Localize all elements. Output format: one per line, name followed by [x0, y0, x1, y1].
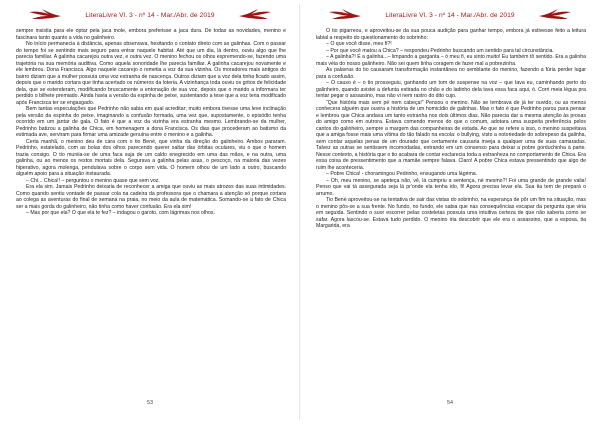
paragraph: Bem tantas especulações que Pedrinho não sabia em qual acreditar; muito embora tivesse uma leve inclinação pela versão da espinha do peixe, imaginando a confusão formada, uma vez que, supostamente, o episódio tenha ocorrido em um jantar de gala. O fato é que a voz da vizinha era estranha mesmo. Lembrando-se da mulher, Pedrinho batizou a galinha de Chica, em homenagem a dona Francisca. Os dias que procederam ao batismo da estimada ave, serviram para firmar uma amizade genuína entre o menino e a galinha. — [16, 106, 286, 138]
paragraph: Certa manhã, o menino deu de cara com o tio Bené, que vinha da direção do galinheiro. Ambos pararam. Pedrinho, estatelado, com as bolas dos olhos parecendo querer saltar das órbitas oculares, viu o que o homem trazia consigo. O tio muniia-se de uma faca suja de um caldo enegrecido em uma das mãos, e na outra, uma galinha, ou ao menos os restos mortais dela. Segurava a galinha pelas asas, o pescoço, na maioria das vezes hiperativo, agora molenga, pendulava sobre o corpo sem vida. O homem olhou de um lado a outro, buscando alguém apoio para a situação instaurada. — [16, 138, 286, 177]
paragraph: “Que história mais sem pé nem cabeça!” Pensou o menino. Não se lembrava de já ter ouvido, ou as menos conhecera alguém que ouvira a história de um homicídio de galinhas. Mas o fato é que Pedrinho parou para pensar e lembrou que Chica andava um tanto estranha nos dois últimos dias. Não parecia dar a mesma atenção às prosas do amigo como em outrora. Estava comendo menos do que o comum, adotara uma suspeita preferência pelos cantos do galinheiro, sempre a margem das companheiras de estada. Ao que se refere a isso, o menino suspeitava que a amiga fosse mais uma vítima do tão falado na escola: o bullying, visto a notoriedade do sobrepeso da galinha, sem contar aquelas penas de um dourado que certamente causaria inveja a qualquer uma de suas camaradas. Talvez as outras se sentissem incomodadas, entrando em um consenso para deixar a pobre gorduchinha à parte. Nesse contexto, a história que o tio acabara de contar esclarecia toda a estranheza no comportamento de Chica. Era essa coisa de pressentimento que a mamãe sempre falava. Claro! A pobre Chica estava pressentindo que algo de ruim lhe aconteceria. — [316, 99, 586, 171]
journal-header-title: LiteraLivre Vl. 3 - nº 14 - Mar./Abr. de 2019 — [385, 12, 515, 19]
left-page-header — [10, 6, 290, 22]
paragraph: – Pobre Chica! - choramingou Pedrinho, enxugando uma lágrima. — [326, 171, 478, 177]
right-page-body — [316, 28, 586, 390]
right-page — [300, 0, 600, 424]
wing-ornament-icon — [538, 7, 572, 21]
right-page-header — [310, 6, 590, 22]
left-page-body — [16, 28, 286, 390]
paragraph: Era ela sim. Jamais Pedrinho deixaria de reconhecer a amiga que ouviu as mais atrozes das suas intimidades. Como quando sentiu vontade de passar cola na cadeira da professora que o chamara a atenção só porque cortara ao colega as aventuras do final de semana na praia, no meio da aula de matemática. Somando-se a fato de Chica ser a mais gorda do galinheiro, não tinha como haver confusão. Era ela sim! — [16, 184, 286, 210]
journal-header-title: LiteraLivre Vl. 3 - nº 14 - Mar./Abr. de 2019 — [85, 12, 215, 19]
paragraph: sempre insistia para ele optar pela jaca mole, embora preferisse a jaca dura. De todas as novidades, menino e fascinara tanto quanto a vida no galinheiro. — [16, 28, 286, 41]
paragraph: – Mas por que ela? O que ela te fez? – indagou o garoto, com lágrimas nos olhos. — [26, 210, 215, 216]
page-number: 53 — [147, 400, 153, 406]
paragraph: – Por que você matou a Chica? – respondeu Pedrinho buscando um sentido para tal circunstância. — [326, 47, 554, 54]
paragraph: – O que você disse, meu fi?! — [326, 41, 392, 47]
wing-ornament-icon — [238, 7, 272, 21]
paragraph: – A galinha?! É a galinha...– limpando a garganta – ó meu fi, eu sinto muito! Eu também tô sentido. Era a galinha mais véia do nosso galinheiro. Não sei quem tinha coragem de fazer mal a pobrezinha. — [316, 54, 586, 67]
paragraph: – Chi... Chica!! – perguntou o menino quase que sem voz. — [26, 177, 160, 184]
paragraph: Tio Bené aproveitou-se na tentativa de sair das vistas do sobrinho, na esperança de pôr um fim na situação, mas o menino pôs-se a sua frente. No fundo, no fundo, ele sabia que nas consequências escapar da pergunta que viria em seguida. Sentindo o suor escorrer pelas costeletas possuía uma intuitiva certeza de que não saberia como se safar. Agora lascou-se. Estava tudo perdido. O menino iria descobrir que ele era o assassino, que a esposa, tia Margarida, era — [316, 197, 586, 229]
paragraph: As palavras do tio causaram transformação instantânea no semblante do menino, fazendo a fúria perder lugar para a confusão. — [316, 67, 586, 80]
paragraph: O tio pigarreou, e aproveitou-se da sua pouca audição para ganhar tempo, embora já estivesse feito a leitura labial a respeito do questionamento do sobrinho: — [316, 28, 586, 41]
paragraph: – Oh, meu menino, se apeteça não, vê, lá cumpriu a sentença, né mesmo?! Foi uma grande de grande valia! Penso que vai tá assegurada seja lá pr'onde ela tenha ido, fi! Agora precisa levar ela. Sua tia tem de prepará o arrumo. — [316, 177, 586, 197]
paragraph: – O causo é – o tio prosseguiu, ganhando um tom de suspense na voz – que tava eu, caminhando perto do galinheiro, quando avistei a defunta estirada no chão e do ladinho dela tava essa faca aqui, ó. Corri meia légua pra tentar pegar o assassino, mas não vi nem rastro do dito cujo. — [316, 80, 586, 99]
paragraph: No início permanecia à distância, apenas observava, hesitando o contato direto com as galinhas. Com o passar do tempo foi se sentindo mais seguro para entrar naquele habitat. Até que um dia, lá dentro, ouviu algo que lhe parecia familiar. A galinha cacarejou outra vez, e outra vez. O menino fechou os olhos espremendo-se, fazendo uma trajetória na sua memória auditiva. Como aquela sonoridade lhe parecia familiar. A galinha cacarejou novamente e ele lembrou. Dona Francisca. Algo naquele cacarejo o remetia a voz da sua vizinha. Os moradores mais antigos do bairro diziam que a mulher possuía uma voz estranha de nascença. Outros diziam que a voz dela tinha ficado assim, depois que o marido cortara que tinha acertado os números da loteria. A vizinhança toda ouviu os gritos de felicidade dela, que se estenderam, modificando bruscamente a entonação de sua voz, depois que o marido a informara ter perdido o bilhete premiado. Ainda havia a versão da espinha de peixe, sustentando a tese que a voz teria modificado após Francisca ter se engasgado. — [16, 41, 286, 106]
page-number: 54 — [447, 400, 453, 406]
